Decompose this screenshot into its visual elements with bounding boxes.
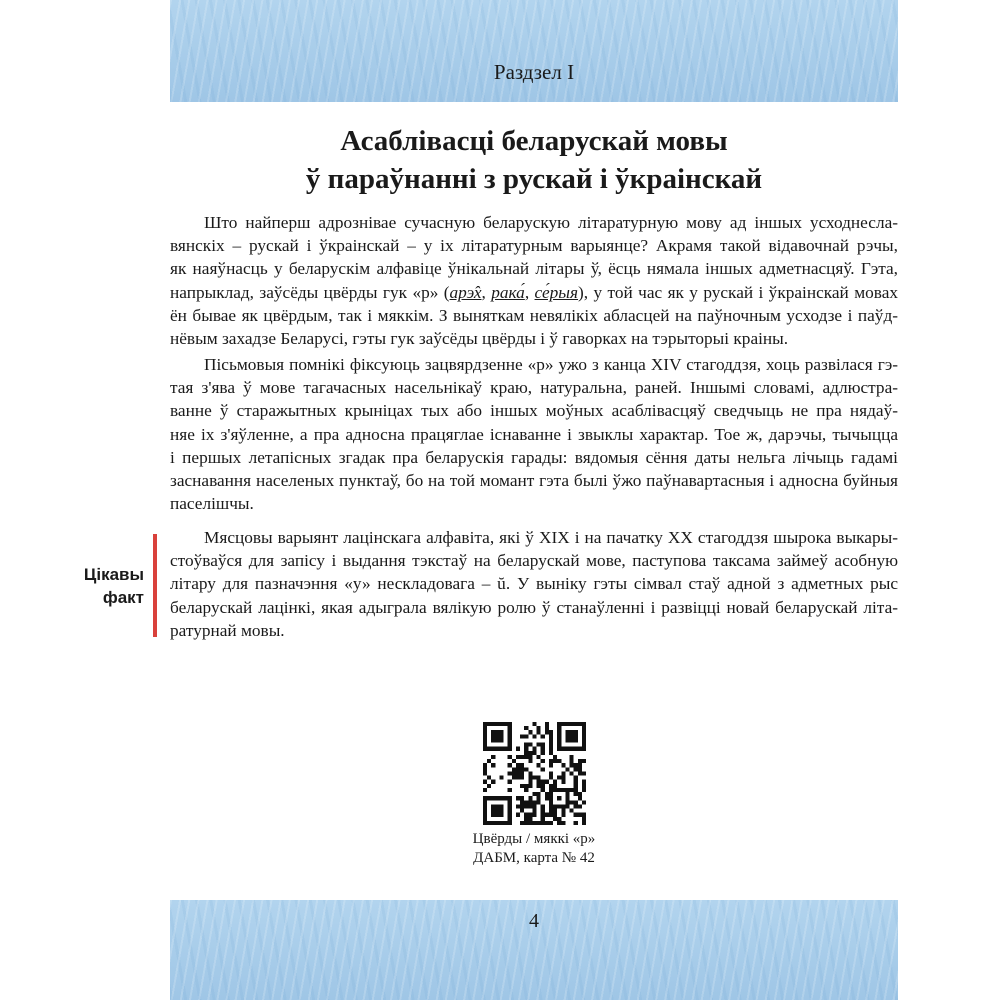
fact-line: беларускай лацінкі, якая адыграла вялікую ролю ў станаўленні і развіцці новай беларускай літа- bbox=[170, 597, 898, 617]
fact-label-line: факт bbox=[102, 588, 144, 607]
title-line-2: ў параўнанні з рускай і ўкраінскай bbox=[305, 163, 763, 195]
paragraph-1-line: як наяўнасць у беларускім алфавіце ўнікальнай літары ў, ёсць нямала іншых адметнасцяў. Гэта, bbox=[170, 259, 898, 279]
fact-paragraph bbox=[170, 526, 898, 642]
paragraph-2-line: Пісьмовыя помнікі фіксуюць зацвярдзенне «р» ужо з канца XIV стагоддзя, хоць развілася гэ- bbox=[204, 355, 898, 374]
example-word: арэ̂х bbox=[449, 282, 482, 302]
example-word: се́рыя bbox=[534, 282, 579, 302]
footer-band bbox=[170, 900, 898, 1000]
fact-line: стоўваўся для запісу і выдання тэкстаў на беларускай мове, паступова таксама займеў асобную bbox=[170, 551, 898, 571]
page-title bbox=[170, 122, 898, 198]
paragraph-1-line: напрыклад, заўсёды цвёрды гук «р» (арэ̂х, рака́, се́рыя), у той час як у рускай і ўкраінскай мовах bbox=[170, 282, 899, 302]
example-word: рака́ bbox=[491, 282, 525, 302]
interesting-fact-label bbox=[60, 563, 144, 609]
paragraph-1-line: вянскіх – рускай і ўкраінскай – у іх літаратурным варыянце? Акрамя такой відавочнай рэчы, bbox=[170, 236, 898, 256]
fact-line: ратурнай мовы. bbox=[170, 620, 285, 640]
paragraph-1 bbox=[170, 211, 898, 350]
paragraph-2-line: заснавання населеных пунктаў, бо на той момант гэта былі ўжо паўнавартасныя і адносна буйныя bbox=[170, 471, 898, 491]
text-fragment: напрыклад, заўсёды цвёрды гук «р» ( bbox=[170, 282, 450, 302]
paragraph-1-line: Што найперш адрознівае сучасную беларускую літаратурную мову ад іншых усходнесла- bbox=[204, 213, 898, 232]
paragraph-2 bbox=[170, 353, 898, 515]
paragraph-2-line: паселішчы. bbox=[170, 494, 254, 514]
qr-code[interactable] bbox=[483, 722, 586, 825]
qr-caption-line: ДАБМ, карта № 42 bbox=[473, 850, 595, 866]
text-fragment: ), у той час як у рускай і ўкраінскай мовах bbox=[578, 282, 899, 302]
section-label: Раздзел І bbox=[493, 60, 575, 84]
qr-caption-line: Цвёрды / мяккі «р» bbox=[472, 831, 596, 847]
fact-line: літару для пазначэння «у» нескладовага – ŭ. У выніку гэты сімвал стаў адной з адметных рыс bbox=[170, 574, 898, 594]
header-band bbox=[170, 0, 898, 102]
paragraph-2-line: няе іх з'яўленне, а пра адносна працяглае існаванне і звыклы характар. Тое ж, дарэчы, тычыцца bbox=[170, 424, 898, 444]
qr-caption bbox=[434, 830, 634, 868]
fact-line: Мясцовы варыянт лацінскага алфавіта, які ў XIX і на пачатку XX стагоддзя шырока выкары- bbox=[204, 528, 898, 547]
paragraph-2-line: ванне ў старажытных крыніцах тых або іншых моўных асаблівасцяў сведчыць не пра нядаў- bbox=[170, 401, 898, 421]
fact-accent-bar bbox=[153, 534, 157, 637]
paragraph-1-line: ён бывае як цвёрдым, так і мяккім. З выняткам невялікіх абласцей на паўночным усходзе і паўд- bbox=[170, 305, 898, 325]
paragraph-2-line: тая з'ява ў мове тагачасных насельнікаў краю, натуральна, раней. Іншымі словамі, адлюстра- bbox=[170, 378, 898, 398]
paragraph-1-line: нёвым захадзе Беларусі, гэты гук заўсёды цвёрды і ў гаворках на тэрыторыі краіны. bbox=[170, 329, 789, 349]
fact-label-line: Цікавы bbox=[83, 565, 144, 584]
title-line-1: Асаблівасці беларускай мовы bbox=[340, 125, 728, 157]
page-number: 4 bbox=[529, 910, 539, 932]
paragraph-2-line: і першых летапісных згадак пра беларускія гарады: вядомыя сёння даты нельга лічыць гадамі bbox=[170, 447, 898, 467]
